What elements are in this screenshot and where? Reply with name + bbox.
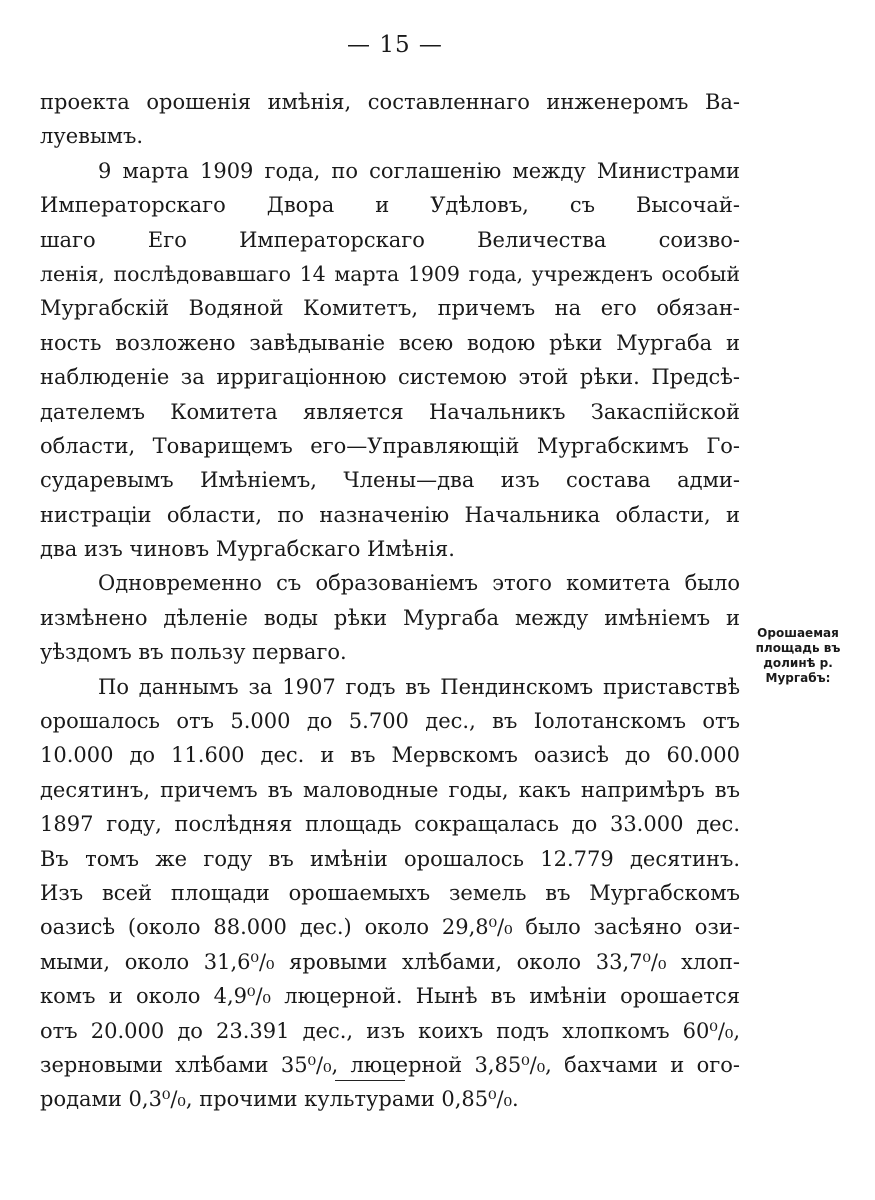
text-line: измѣнено дѣленіе воды рѣки Мургаба между имѣніемъ и <box>40 605 740 630</box>
text-line: ность возложено завѣдываніе всею водою рѣки Мургаба и <box>40 330 740 355</box>
text-line: Изъ всей площади орошаемыхъ земель въ Мургабскомъ <box>40 880 740 905</box>
end-rule <box>335 1080 405 1081</box>
text-line: уѣздомъ въ пользу перваго. <box>40 640 347 665</box>
text-line: отъ 20.000 до 23.391 дес., изъ коихъ подъ хлопкомъ 60⁰/₀, <box>40 1018 740 1043</box>
page-number: — 15 — <box>347 32 443 58</box>
text-line: ленія, послѣдовавшаго 14 марта 1909 года, учрежденъ особый <box>40 261 740 286</box>
text-line: родами 0,3⁰/₀, прочими культурами 0,85⁰/₀. <box>40 1087 519 1112</box>
text-line: 1897 году, послѣдняя площадь сокращалась до 33.000 дес. <box>40 812 740 837</box>
text-line: 10.000 до 11.600 дес. и въ Мервскомъ оазисѣ до 60.000 <box>40 743 740 768</box>
text-line: Въ томъ же году въ имѣніи орошалось 12.779 десятинъ. <box>40 846 740 871</box>
text-line: десятинъ, причемъ въ маловодные годы, какъ напримѣръ въ <box>40 777 740 802</box>
text-line: зерновыми хлѣбами 35⁰/₀, люцерной 3,85⁰/₀, бахчами и ого- <box>40 1052 740 1077</box>
margin-note: Орошаемая площадь въ долинѣ р. Мургабъ: <box>755 626 841 685</box>
text-line: Императорскаго Двора и Удѣловъ, съ Высочай- <box>40 193 740 218</box>
text-line: Мургабскій Водяной Комитетъ, причемъ на его обязан- <box>40 296 740 321</box>
text-line: наблюденіе за ирригаціонною системою этой рѣки. Предсѣ- <box>40 365 740 390</box>
text-line: дателемъ Комитета является Начальникъ Закаспійской <box>40 399 740 424</box>
text-line: мыми, около 31,6⁰/₀ яровыми хлѣбами, около 33,7⁰/₀ хлоп- <box>40 949 740 974</box>
text-line: шаго Его Императорскаго Величества соизво- <box>40 227 740 252</box>
text-line: комъ и около 4,9⁰/₀ люцерной. Нынѣ въ имѣніи орошается <box>40 984 740 1009</box>
text-line: области, Товарищемъ его—Управляющій Мургабскимъ Го- <box>40 433 740 458</box>
body-text <box>40 85 740 1117</box>
text-line: 9 марта 1909 года, по соглашенію между Министрами <box>98 158 740 183</box>
text-line: По даннымъ за 1907 годъ въ Пендинскомъ приставствѣ <box>98 674 740 699</box>
text-line: орошалось отъ 5.000 до 5.700 дес., въ Іолотанскомъ отъ <box>40 709 740 734</box>
text-line: сударевымъ Имѣніемъ, Члены—два изъ состава адми- <box>40 468 740 493</box>
text-line: оазисѣ (около 88.000 дес.) около 29,8⁰/₀ было засѣяно ози- <box>40 915 740 940</box>
text-line: нистраціи области, по назначенію Начальника области, и <box>40 502 740 527</box>
text-line: Одновременно съ образованіемъ этого комитета было <box>98 571 740 596</box>
text-line: луевымъ. <box>40 124 144 149</box>
text-line: два изъ чиновъ Мургабскаго Имѣнія. <box>40 537 455 562</box>
text-line: проекта орошенія имѣнія, составленнаго инженеромъ Ва- <box>40 90 740 114</box>
